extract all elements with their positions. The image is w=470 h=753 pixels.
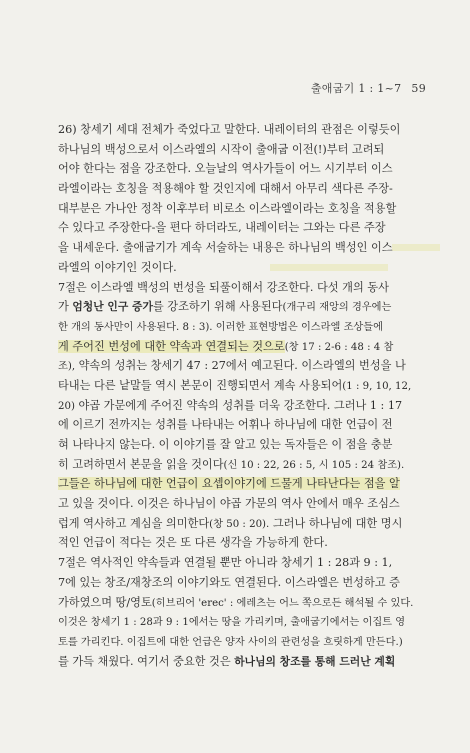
text-segment: 7절은 이스라엘 백성의 번성을 되풀이해서 강조한다. 다섯 개의 동사 xyxy=(58,280,389,294)
page-number: 59 xyxy=(411,82,426,95)
text-segment: 그러나 하나님에 대한 명시 xyxy=(269,516,403,530)
text-segment: 타내는 다른 낱말들 역시 본문이 진행되면서 계속 사용되어 xyxy=(58,378,343,392)
paragraph xyxy=(58,120,430,278)
text-line xyxy=(58,514,430,534)
text-line xyxy=(58,652,430,672)
text-segment: (창 17 : 2-6 : 48 : 4 참 xyxy=(284,341,394,353)
text-line xyxy=(58,593,430,613)
text-segment: (히브리어 'erec' : 에레츠는 어느 쪽으로든 해석될 수 있다. xyxy=(151,597,414,609)
text-segment: (창 50 : 20). xyxy=(209,518,270,530)
text-line xyxy=(58,612,430,632)
text-line xyxy=(58,258,430,278)
text-line xyxy=(58,396,430,416)
emphasis-text: 엄청난 인구 증가 xyxy=(72,300,153,314)
text-segment: 한 개의 동사만이 사용된다. 8 : 3). 이러한 표현방법은 이스라엘 조상들에 xyxy=(58,321,383,333)
text-line xyxy=(58,218,430,238)
text-line xyxy=(58,278,430,298)
text-line xyxy=(58,179,430,199)
text-line xyxy=(58,199,430,219)
text-line xyxy=(58,376,430,396)
highlighted-text: 그들은 하나님에 대한 언급이 요셉이야기에 드물게 나타난다는 점을 알 xyxy=(58,477,400,491)
text-line xyxy=(58,455,430,475)
text-line xyxy=(58,356,430,376)
text-segment: 라엘이라는 호칭을 적용해야 할 것인지에 대해서 아무리 색다른 주장- xyxy=(58,182,393,196)
running-head-title: 출애굽기 1 : 1~7 xyxy=(310,82,402,95)
text-segment: 7절은 역사적인 약속들과 연결될 뿐만 아니라 창세기 1 : 28과 9 : 1, xyxy=(58,556,393,570)
highlighted-text: 게 주어진 번성에 대한 약속과 연결되는 것으로 xyxy=(58,339,285,353)
text-segment: 라엘의 이야기인 것이다. xyxy=(58,260,177,274)
text-line xyxy=(58,297,430,317)
text-segment: 26) 창세기 세대 전체가 죽었다고 말한다. 내레이터의 관점은 이렇듯이 xyxy=(58,123,401,136)
text-segment: 에 이르기 전까지는 성취를 나타내는 어휘나 하나님에 대한 언급이 전 xyxy=(58,418,393,432)
text-segment: 가하였으며 땅/영토 xyxy=(58,595,152,609)
text-line xyxy=(58,140,430,160)
text-segment: 20) xyxy=(58,400,75,412)
text-line xyxy=(58,317,430,337)
text-segment: (1 : 9, 10, 12, xyxy=(342,380,412,392)
text-segment: (개구리 재앙의 경우에는 xyxy=(282,302,392,314)
paragraph xyxy=(58,278,430,554)
text-segment: 고 있을 것이다. 이것은 하나님이 야곱 가문의 역사 안에서 매우 조심스 xyxy=(58,497,400,511)
text-segment: 약속의 성취는 창세기 47 : 27에서 예고된다. 이스라엘의 번성을 나 xyxy=(75,359,406,373)
text-segment: 이것은 창세기 1 : 28과 9 : 1에서는 땅을 가리키며, 출애굽기에서는 이집트 영 xyxy=(58,617,406,629)
text-line xyxy=(58,415,430,435)
text-segment: 럽게 역사하고 계심을 의미한다 xyxy=(58,516,210,530)
text-segment: 히 고려하면서 본문을 읽을 것이다 xyxy=(58,457,224,471)
text-segment: 혀 나타나지 않는다. 이 이야기를 잘 알고 있는 독자들은 이 점을 충분 xyxy=(58,438,393,451)
text-line xyxy=(58,632,430,652)
text-line xyxy=(58,238,430,258)
text-line xyxy=(58,533,430,553)
text-segment: 적인 언급이 적다는 것은 또 다른 생각을 가능하게 한다. xyxy=(58,536,328,550)
paragraph xyxy=(58,553,430,671)
text-segment: 어야 한다는 점을 강조한다. 오늘날의 역사가들이 어느 시기부터 이스 xyxy=(58,162,393,176)
text-segment: 대부분은 가나안 정착 이후부터 비로소 이스라엘이라는 호칭을 적용할 xyxy=(58,201,397,215)
text-line xyxy=(58,494,430,514)
text-line xyxy=(58,159,430,179)
body-text xyxy=(58,120,430,671)
text-segment: 조), xyxy=(58,361,76,373)
text-line xyxy=(58,120,430,140)
running-head xyxy=(311,80,426,96)
text-line xyxy=(58,573,430,593)
text-line xyxy=(58,474,430,494)
text-line xyxy=(58,553,430,573)
text-segment: 가 xyxy=(58,300,73,314)
text-segment: 하나님의 백성으로서 이스라엘의 시작이 출애굽 이전(!)부터 고려되 xyxy=(58,142,385,156)
text-line xyxy=(58,435,430,455)
text-segment: 를 가득 채웠다. 여기서 중요한 것은 xyxy=(58,654,235,668)
text-segment: 를 강조하기 위해 사용된다 xyxy=(152,300,283,314)
text-segment: 토를 가리킨다. 이집트에 대한 언급은 양자 사이의 관련성을 흐릿하게 만든다.) xyxy=(58,636,403,648)
text-segment: 을 내세운다. 출애굽기가 계속 서술하는 내용은 하나님의 백성인 이스 xyxy=(58,241,393,255)
text-segment: 야곱 가문에게 주어진 약속의 성취를 더욱 강조한다. 그러나 1 : 17 xyxy=(74,398,403,412)
text-segment: 7에 있는 창조/재창조의 이야기와도 연결된다. 이스라엘은 번성하고 증 xyxy=(58,575,400,589)
text-segment: 수 있다고 주장한다-을 편다 하더라도, 내레이터는 그와는 다른 주장 xyxy=(58,221,386,235)
text-line xyxy=(58,337,430,357)
emphasis-text: 하나님의 창조를 통해 드러난 계획 xyxy=(234,654,396,668)
text-segment: (신 10 : 22, 26 : 5, 시 105 : 24 참조). xyxy=(223,459,405,471)
